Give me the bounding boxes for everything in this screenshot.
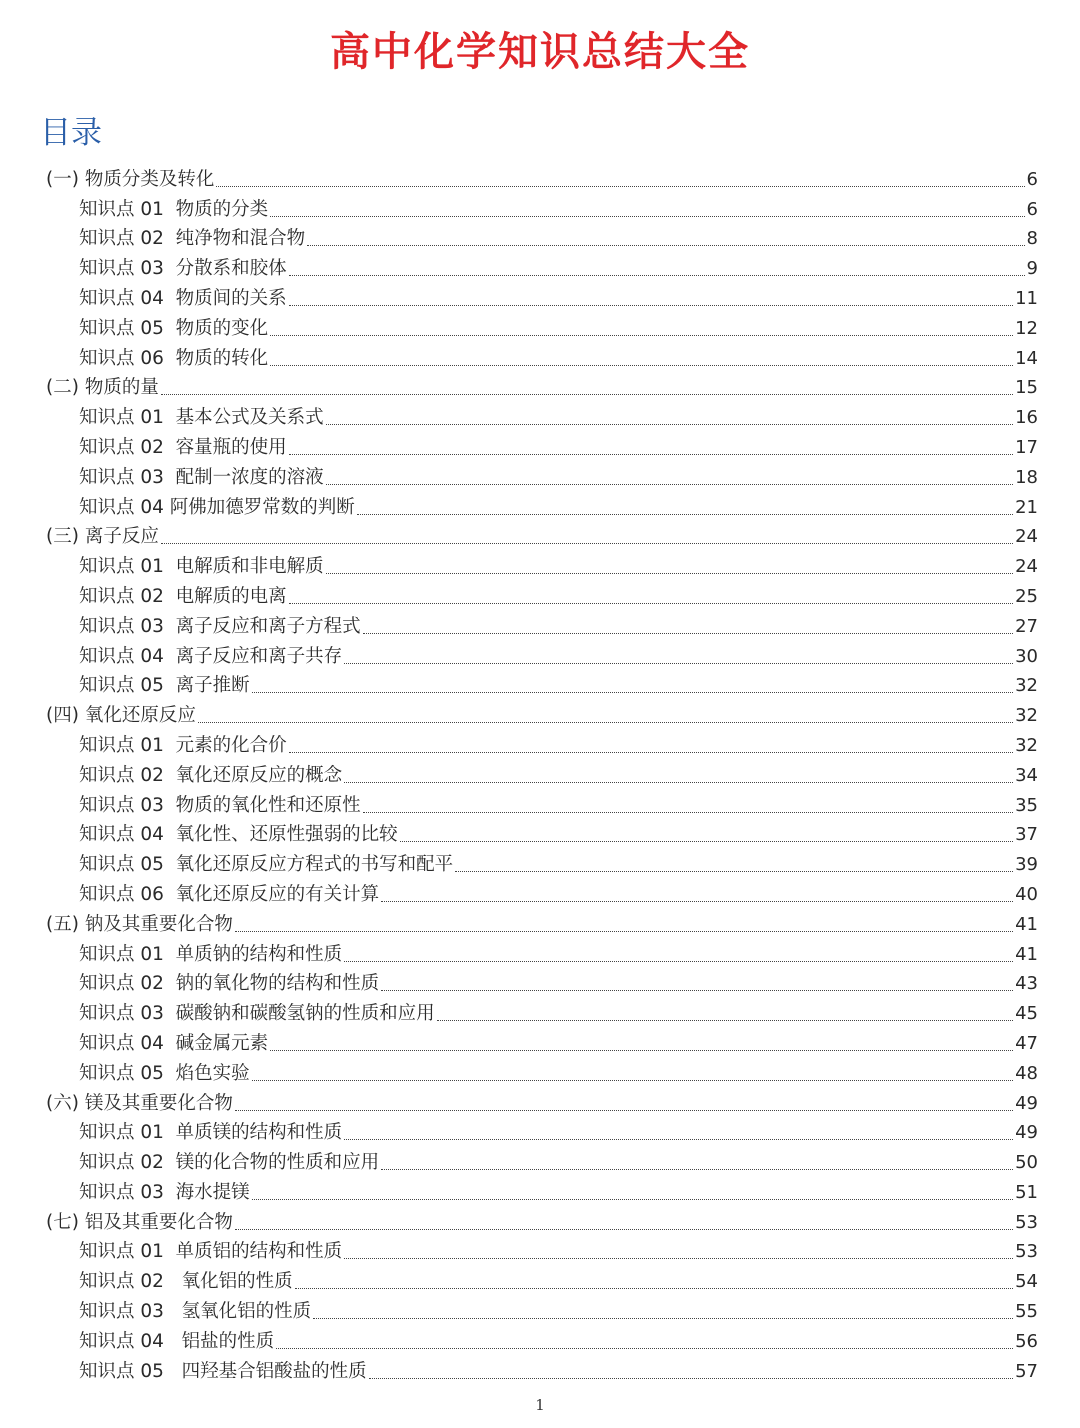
toc-item-row[interactable]	[0, 431, 1080, 461]
toc-item-row[interactable]	[0, 968, 1080, 998]
toc-page-number: 41	[1015, 913, 1038, 935]
toc-dot-leader	[270, 365, 1013, 366]
toc-entry-label: (一) 物质分类及转化	[46, 168, 215, 190]
toc-entry-label: (四) 氧化还原反应	[46, 705, 196, 727]
toc-dot-leader	[235, 1110, 1013, 1111]
toc-dot-leader	[276, 1348, 1013, 1349]
toc-item-row[interactable]	[0, 252, 1080, 282]
toc-dot-leader	[344, 1258, 1013, 1259]
toc-dot-leader	[344, 782, 1013, 783]
toc-item-row[interactable]	[0, 610, 1080, 640]
toc-item-row[interactable]	[0, 282, 1080, 312]
toc-dot-leader	[326, 484, 1013, 485]
toc-page-number: 41	[1015, 943, 1038, 965]
toc-page-number: 39	[1015, 854, 1038, 876]
toc-entry-label: 知识点 01 单质铝的结构和性质	[79, 1241, 343, 1263]
toc-entry-label: 知识点 01 单质镁的结构和性质	[79, 1122, 343, 1144]
toc-page-number: 14	[1015, 347, 1038, 369]
toc-item-row[interactable]	[0, 1295, 1080, 1325]
toc-entry-label: 知识点 05 焰色实验	[79, 1062, 250, 1084]
toc-entry-label: 知识点 01 基本公式及关系式	[79, 407, 324, 429]
toc-page-number: 16	[1015, 407, 1038, 429]
toc-dot-leader	[363, 812, 1013, 813]
toc-entry-label: 知识点 05 物质的变化	[79, 317, 269, 339]
toc-item-row[interactable]	[0, 312, 1080, 342]
toc-dot-leader	[289, 752, 1013, 753]
toc-dot-leader	[289, 305, 1013, 306]
toc-dot-leader	[252, 692, 1013, 693]
toc-page-number: 49	[1015, 1092, 1038, 1114]
toc-page-number: 47	[1015, 1032, 1038, 1054]
toc-page-number: 32	[1015, 705, 1038, 727]
toc-entry-label: 知识点 01 物质的分类	[79, 198, 269, 220]
toc-entry-label: 知识点 04 碱金属元素	[79, 1032, 269, 1054]
toc-entry-label: 知识点 04 氧化性、还原性强弱的比较	[79, 824, 398, 846]
toc-entry-label: 知识点 06 物质的转化	[79, 347, 269, 369]
toc-entry-label: 知识点 02 容量瓶的使用	[79, 436, 287, 458]
toc-entry-label: 知识点 04 阿佛加德罗常数的判断	[79, 496, 355, 518]
toc-item-row[interactable]	[0, 491, 1080, 521]
toc-entry-label: (五) 钠及其重要化合物	[46, 913, 233, 935]
toc-dot-leader	[235, 1229, 1013, 1230]
toc-dot-leader	[369, 1378, 1014, 1379]
toc-chapter-row[interactable]	[0, 372, 1080, 402]
toc-entry-label: (二) 物质的量	[46, 377, 159, 399]
toc-item-row[interactable]	[0, 789, 1080, 819]
toc-page-number: 21	[1015, 496, 1038, 518]
toc-item-row[interactable]	[0, 1057, 1080, 1087]
toc-page-number: 32	[1015, 675, 1038, 697]
toc-item-row[interactable]	[0, 223, 1080, 253]
toc-item-row[interactable]	[0, 878, 1080, 908]
toc-chapter-row[interactable]	[0, 163, 1080, 193]
toc-entry-label: 知识点 03 氢氧化铝的性质	[79, 1301, 312, 1323]
toc-dot-leader	[252, 1199, 1013, 1200]
toc-entry-label: 知识点 03 离子反应和离子方程式	[79, 615, 361, 637]
toc-dot-leader	[344, 961, 1013, 962]
toc-dot-leader	[400, 841, 1013, 842]
toc-page-number: 17	[1015, 436, 1038, 458]
toc-list	[0, 163, 1080, 1385]
toc-chapter-row[interactable]	[0, 521, 1080, 551]
toc-item-row[interactable]	[0, 1236, 1080, 1266]
toc-page-number: 27	[1015, 615, 1038, 637]
toc-dot-leader	[295, 1288, 1014, 1289]
toc-page-number: 8	[1026, 228, 1038, 250]
toc-entry-label: 知识点 02 电解质的电离	[79, 585, 287, 607]
toc-item-row[interactable]	[0, 1355, 1080, 1385]
toc-page-number: 24	[1015, 556, 1038, 578]
toc-item-row[interactable]	[0, 461, 1080, 491]
toc-page-number: 15	[1015, 377, 1038, 399]
toc-heading: 目录	[40, 115, 102, 151]
toc-page-number: 6	[1026, 168, 1038, 190]
document-title: 高中化学知识总结大全	[330, 29, 750, 75]
toc-item-row[interactable]	[0, 640, 1080, 670]
toc-page-number: 43	[1015, 973, 1038, 995]
toc-page-number: 40	[1015, 883, 1038, 905]
toc-page-number: 30	[1015, 645, 1038, 667]
toc-entry-label: 知识点 03 海水提镁	[79, 1181, 250, 1203]
toc-chapter-row[interactable]	[0, 908, 1080, 938]
toc-dot-leader	[363, 633, 1013, 634]
toc-dot-leader	[235, 931, 1013, 932]
toc-page-number: 45	[1015, 1003, 1038, 1025]
toc-page-number: 34	[1015, 764, 1038, 786]
toc-dot-leader	[455, 871, 1013, 872]
toc-dot-leader	[270, 1050, 1013, 1051]
toc-entry-label: 知识点 02 氧化铝的性质	[79, 1271, 293, 1293]
toc-item-row[interactable]	[0, 1176, 1080, 1206]
toc-entry-label: 知识点 03 分散系和胶体	[79, 258, 287, 280]
toc-item-row[interactable]	[0, 1027, 1080, 1057]
toc-dot-leader	[344, 663, 1013, 664]
toc-item-row[interactable]	[0, 580, 1080, 610]
toc-chapter-row[interactable]	[0, 1087, 1080, 1117]
toc-entry-label: 知识点 03 物质的氧化性和还原性	[79, 794, 361, 816]
toc-dot-leader	[289, 275, 1025, 276]
toc-page-number: 48	[1015, 1062, 1038, 1084]
toc-entry-label: 知识点 05 离子推断	[79, 675, 250, 697]
toc-entry-label: 知识点 01 电解质和非电解质	[79, 556, 324, 578]
toc-item-row[interactable]	[0, 1117, 1080, 1147]
toc-entry-label: 知识点 02 镁的化合物的性质和应用	[79, 1152, 380, 1174]
toc-entry-label: 知识点 03 配制一浓度的溶液	[79, 466, 324, 488]
toc-dot-leader	[252, 1080, 1013, 1081]
toc-item-row[interactable]	[0, 938, 1080, 968]
toc-item-row[interactable]	[0, 670, 1080, 700]
toc-page-number: 55	[1015, 1301, 1038, 1323]
toc-dot-leader	[161, 543, 1013, 544]
toc-item-row[interactable]	[0, 1325, 1080, 1355]
toc-item-row[interactable]	[0, 819, 1080, 849]
toc-entry-label: 知识点 06 氧化还原反应的有关计算	[79, 883, 380, 905]
toc-page-number: 25	[1015, 585, 1038, 607]
toc-dot-leader	[357, 514, 1013, 515]
page-number: 1	[535, 1396, 545, 1414]
toc-entry-label: 知识点 03 碳酸钠和碳酸氢钠的性质和应用	[79, 1003, 435, 1025]
toc-page-number: 35	[1015, 794, 1038, 816]
toc-item-row[interactable]	[0, 550, 1080, 580]
toc-page-number: 18	[1015, 466, 1038, 488]
toc-page-number: 56	[1015, 1330, 1038, 1352]
toc-entry-label: 知识点 01 单质钠的结构和性质	[79, 943, 343, 965]
toc-dot-leader	[326, 424, 1013, 425]
toc-chapter-row[interactable]	[0, 1206, 1080, 1236]
toc-dot-leader	[289, 603, 1013, 604]
toc-dot-leader	[307, 245, 1024, 246]
toc-chapter-row[interactable]	[0, 699, 1080, 729]
toc-item-row[interactable]	[0, 1146, 1080, 1176]
toc-dot-leader	[381, 901, 1013, 902]
toc-dot-leader	[313, 1318, 1013, 1319]
toc-dot-leader	[326, 573, 1013, 574]
toc-dot-leader	[161, 394, 1013, 395]
toc-page-number: 6	[1026, 198, 1038, 220]
toc-entry-label: 知识点 02 氧化还原反应的概念	[79, 764, 343, 786]
toc-dot-leader	[270, 335, 1013, 336]
toc-entry-label: 知识点 02 纯净物和混合物	[79, 228, 306, 250]
toc-entry-label: (七) 铝及其重要化合物	[46, 1211, 233, 1233]
toc-entry-label: 知识点 05 氧化还原反应方程式的书写和配平	[79, 854, 454, 876]
toc-page-number: 53	[1015, 1241, 1038, 1263]
toc-entry-label: 知识点 02 钠的氧化物的结构和性质	[79, 973, 380, 995]
toc-page-number: 50	[1015, 1152, 1038, 1174]
toc-item-row[interactable]	[0, 1265, 1080, 1295]
toc-dot-leader	[381, 990, 1013, 991]
toc-page-number: 54	[1015, 1271, 1038, 1293]
toc-dot-leader	[198, 722, 1013, 723]
toc-dot-leader	[289, 454, 1013, 455]
toc-page-number: 24	[1015, 526, 1038, 548]
toc-page-number: 37	[1015, 824, 1038, 846]
toc-entry-label: 知识点 01 元素的化合价	[79, 734, 287, 756]
toc-item-row[interactable]	[0, 729, 1080, 759]
toc-page-number: 12	[1015, 317, 1038, 339]
toc-item-row[interactable]	[0, 848, 1080, 878]
toc-dot-leader	[270, 216, 1024, 217]
toc-dot-leader	[437, 1020, 1013, 1021]
toc-item-row[interactable]	[0, 401, 1080, 431]
toc-dot-leader	[381, 1169, 1013, 1170]
toc-entry-label: 知识点 04 铝盐的性质	[79, 1330, 275, 1352]
toc-page-number: 11	[1015, 287, 1038, 309]
toc-entry-label: 知识点 05 四羟基合铝酸盐的性质	[79, 1360, 367, 1382]
toc-page-number: 57	[1015, 1360, 1038, 1382]
toc-page-number: 49	[1015, 1122, 1038, 1144]
toc-item-row[interactable]	[0, 759, 1080, 789]
toc-page-number: 53	[1015, 1211, 1038, 1233]
toc-entry-label: (三) 离子反应	[46, 526, 159, 548]
toc-page-number: 9	[1026, 258, 1038, 280]
toc-dot-leader	[344, 1139, 1013, 1140]
toc-item-row[interactable]	[0, 997, 1080, 1027]
toc-page-number: 32	[1015, 734, 1038, 756]
toc-item-row[interactable]	[0, 193, 1080, 223]
toc-entry-label: (六) 镁及其重要化合物	[46, 1092, 233, 1114]
toc-page-number: 51	[1015, 1181, 1038, 1203]
toc-item-row[interactable]	[0, 342, 1080, 372]
toc-dot-leader	[216, 186, 1024, 187]
toc-entry-label: 知识点 04 离子反应和离子共存	[79, 645, 343, 667]
toc-entry-label: 知识点 04 物质间的关系	[79, 287, 287, 309]
